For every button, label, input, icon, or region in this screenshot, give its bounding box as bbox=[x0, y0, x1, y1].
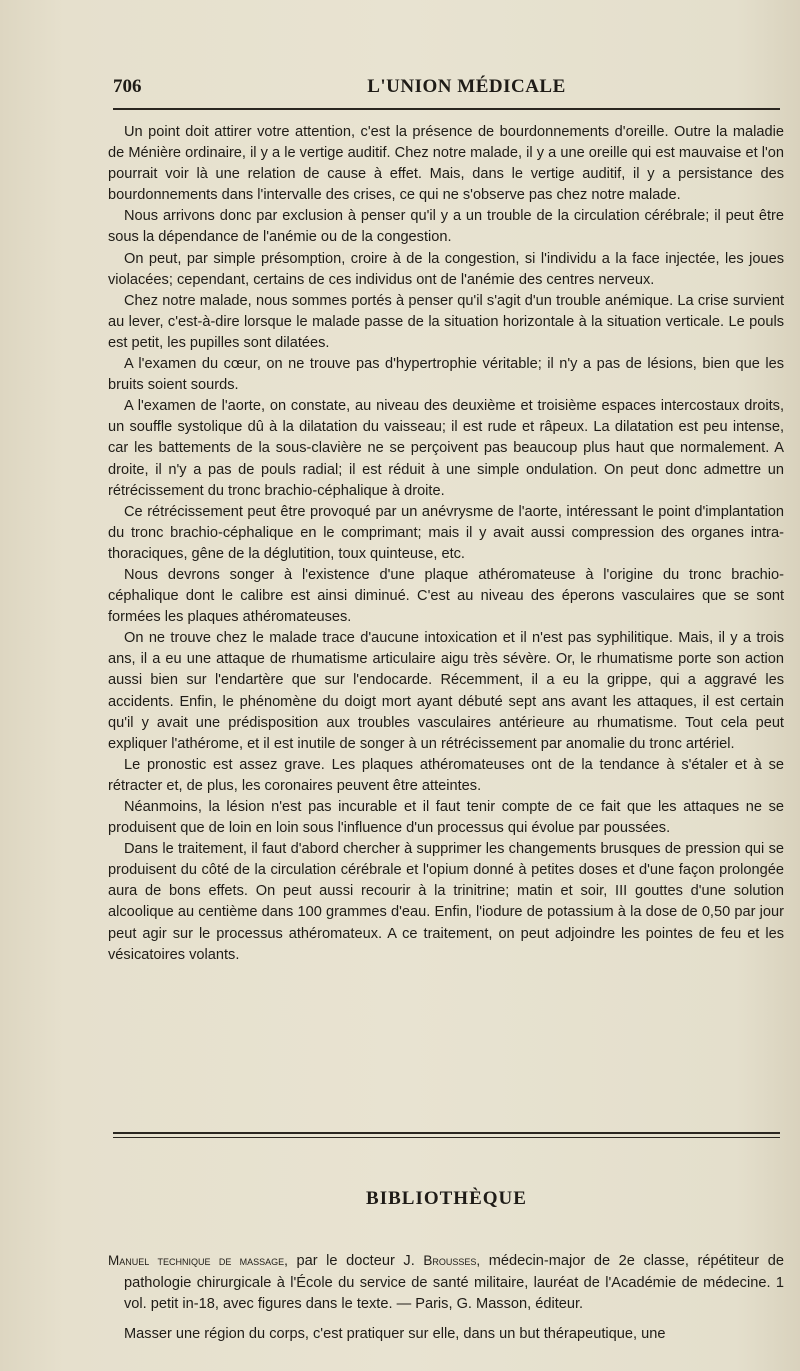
header-rule bbox=[113, 108, 780, 110]
paragraph: Nous devrons songer à l'existence d'une plaque athéromateuse à l'origine du tronc brachio-céphalique dont le calibre est ainsi diminué. C'est au niveau des éperons vasculaires que se sont formées les plaques athéromateuses. bbox=[108, 566, 784, 626]
paragraph: Le pronostic est assez grave. Les plaques athéromateuses ont de la tendance à s'étaler et à se rétracter et, de plus, les coronaires peuvent être atteintes. bbox=[108, 756, 784, 794]
paragraph: Chez notre malade, nous sommes portés à penser qu'il s'agit d'un trouble anémique. La crise survient au lever, c'est-à-dire lorsque le malade passe de la situation horizontale à la situation verticale. Le pouls est petit, les pupilles sont dilatées. bbox=[108, 292, 784, 351]
section-divider bbox=[113, 1132, 780, 1138]
paragraph: Nous arrivons donc par exclusion à penser qu'il y a un trouble de la circulation cérébrale; il peut être sous la dépendance de l'anémie ou de la congestion. bbox=[108, 208, 784, 246]
book-title: Manuel technique de massage, bbox=[108, 1253, 288, 1268]
article-body bbox=[108, 122, 784, 966]
bibliography bbox=[108, 1250, 784, 1345]
page-header bbox=[113, 72, 780, 102]
paragraph: On ne trouve chez le malade trace d'aucune intoxication et il n'est pas syphilitique. Mais, il y a trois ans, il a eu une attaque de rhumatisme articulaire aigu très sévère. Or, le rhumatisme porte son action aussi bien sur l'endartère que sur l'endocarde. Récemment, il a eu la grippe, qui a aggravé les accidents. Enfin, le phénomène du doigt mort ayant débuté sept ans avant les attaques, il est certain qu'il y avait une prédisposition aux troubles vasculaires antérieure au rhumatisme. Tout cela peut expliquer l'athérome, et il est inutile de songer à un rétrécissement par anomalie du tronc artériel. bbox=[108, 630, 784, 752]
entry-text: médecin-major de 2e classe, répétiteur de pathologie chirurgicale à l'École du service de santé militaire, lauréat de l'Académie de médecine. 1 vol. petit in-18, avec figures dans le texte. — Paris, G. Masson, éditeur. bbox=[124, 1253, 784, 1312]
entry-text: par le docteur J. bbox=[287, 1253, 424, 1269]
review-text: Masser une région du corps, c'est pratiquer sur elle, dans un but thérapeutique, une bbox=[124, 1325, 666, 1342]
section-title: BIBLIOTHÈQUE bbox=[366, 1188, 527, 1209]
paragraph: Néanmoins, la lésion n'est pas incurable et il faut tenir compte de ce fait que les attaques ne se produisent que de loin en loin sous l'influence d'un processus qui évolue par poussées. bbox=[108, 799, 784, 837]
author-name: Brousses, bbox=[423, 1253, 481, 1268]
bibliography-entry bbox=[108, 1250, 784, 1316]
paragraph: A l'examen du cœur, on ne trouve pas d'hypertrophie véritable; il n'y a pas de lésions, bien que les bruits soient sourds. bbox=[108, 356, 784, 394]
paragraph: Un point doit attirer votre attention, c'est la présence de bourdonnements d'oreille. Outre la maladie de Ménière ordinaire, il y a le vertige auditif. Chez notre malade, il y a une oreille qui est mauvaise et l'on pourrait voir là une relation de cause à effet. Mais, dans le vertige auditif, il y a persistance des bourdonnements dans l'intervalle des crises, ce qui ne s'observe pas chez notre malade. bbox=[108, 124, 784, 204]
paragraph: Dans le traitement, il faut d'abord chercher à supprimer les changements brusques de pression qui se produisent du côté de la circulation cérébrale et l'opium donné à petites doses et d'une façon prolongée aura de bons effets. On peut aussi recourir à la trinitrine; matin et soir, III gouttes d'une solution alcoolique au centième dans 100 grammes d'eau. Enfin, l'iodure de potassium à la dose de 0,50 par jour peut agir sur le processus athéromateux. A ce traitement, on peut adjoindre les pointes de feu et les vésicatoires volants. bbox=[108, 841, 784, 963]
paragraph: A l'examen de l'aorte, on constate, au niveau des deuxième et troisième espaces intercostaux droits, un souffle systolique dû à la dilatation du vaisseau; il est rude et râpeux. La dilatation est peu intense, car les battements de la sous-clavière ne se perçoivent pas beaucoup plus haut que normalement. A droite, il n'y a pas de pouls radial; il est réduit à une simple ondulation. On peut donc admettre un rétrécissement du tronc brachio-céphalique à droite. bbox=[108, 398, 784, 499]
paragraph: Ce rétrécissement peut être provoqué par un anévrysme de l'aorte, intéressant le point d'implantation du tronc brachio-céphalique en le comprimant; mais il y avait aussi compression des organes intra-thoraciques, gêne de la déglutition, toux quinteuse, etc. bbox=[108, 503, 784, 562]
page-number: 706 bbox=[113, 76, 142, 97]
running-title: L'UNION MÉDICALE bbox=[367, 76, 566, 97]
paragraph: On peut, par simple présomption, croire à de la congestion, si l'individu a la face injectée, les joues violacées; cependant, certains de ces individus ont de l'anémie des centres nerveux. bbox=[108, 250, 784, 288]
